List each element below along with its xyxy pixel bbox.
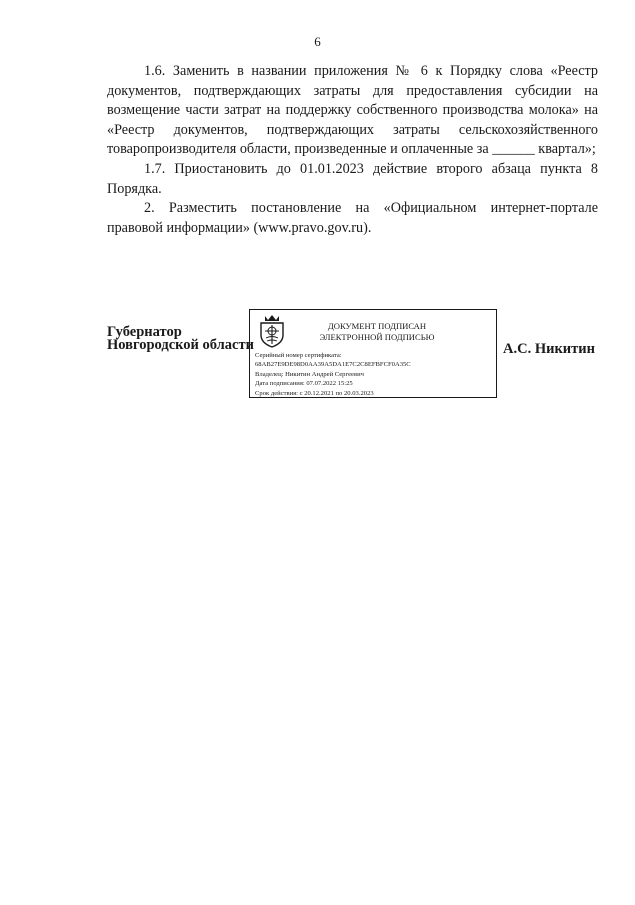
signatory-title (107, 326, 254, 352)
certificate-owner: Владелец: Никитин Андрей Сергеевич (255, 370, 364, 378)
paragraph-1-6: 1.6. Заменить в названии приложения № 6 к Порядку слова «Реестр документов, подтверждающих затраты для предоставления субсидии на возмещение части затрат на поддержку собственного производства молока» на «Реестр документов, подтверждающих затраты сельскохозяйственного товаропроизводителя области, произведенные и оплаченные за ______ квартал»; (107, 63, 598, 158)
stamp-header-line2: ЭЛЕКТРОННОЙ ПОДПИСЬЮ (319, 332, 435, 342)
stamp-details (255, 351, 495, 398)
certificate-serial-label: Серийный номер сертификата: (255, 352, 342, 359)
signing-date: Дата подписания: 07.07.2022 15:25 (255, 380, 353, 388)
paragraph-2: 2. Разместить постановление на «Официальном интернет-портале правовой информации» (www.pravo.gov.ru). (107, 200, 598, 236)
electronic-signature-stamp (249, 309, 497, 398)
signatory-name: А.С. Никитин (503, 341, 595, 357)
document-body (107, 62, 598, 238)
signatory-title-line1: Губернатор (107, 324, 182, 340)
page-number: 6 (314, 34, 321, 49)
certificate-validity: Срок действия: с 20.12.2021 по 20.03.2023 (255, 389, 374, 397)
stamp-header (302, 321, 452, 343)
coat-of-arms-icon (257, 314, 287, 348)
certificate-serial-value: 68AB27E9DE98D0AA39A5DA1E7C2C8EFBFCF0A35C (255, 361, 411, 369)
signatory-title-line2: Новгородской области (107, 337, 254, 353)
paragraph-1-7: 1.7. Приостановить до 01.01.2023 действие второго абзаца пункта 8 Порядка. (107, 160, 598, 197)
stamp-header-line1: ДОКУМЕНТ ПОДПИСАН (327, 321, 427, 331)
